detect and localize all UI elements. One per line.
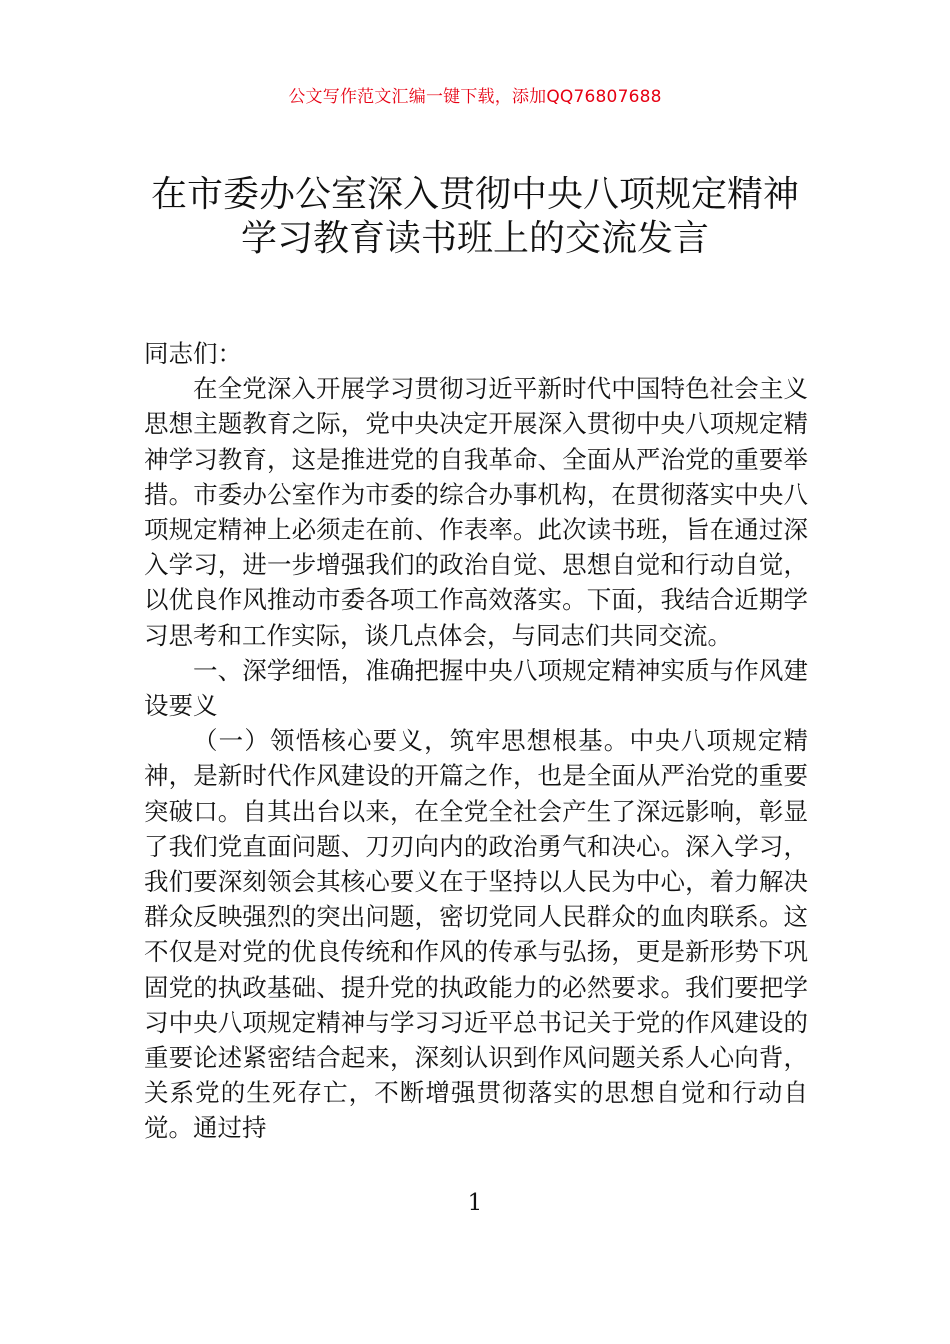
paragraph-intro: 在全党深入开展学习贯彻习近平新时代中国特色社会主义思想主题教育之际，党中央决定开展深入贯彻中央八项规定精神学习教育，这是推进党的自我革命、全面从严治党的重要举措。市委办公室作为市委的综合办事机构，在贯彻落实中央八项规定精神上必须走在前、作表率。此次读书班，旨在通过深入学习，进一步增强我们的政治自觉、思想自觉和行动自觉，以优良作风推动市委各项工作高效落实。下面，我结合近期学习思考和工作实际，谈几点体会，与同志们共同交流。 [144, 374, 808, 650]
salutation: 同志们： [144, 339, 242, 368]
paragraph-section-1-1: （一）领悟核心要义，筑牢思想根基。中央八项规定精神，是新时代作风建设的开篇之作，也是全面从严治党的重要突破口。自其出台以来，在全党全社会产生了深远影响，彰显了我们党直面问题、刀刃向内的政治勇气和决心。深入学习，我们要深刻领会其核心要义在于坚持以人民为中心，着力解决群众反映强烈的突出问题，密切党同人民群众的血肉联系。这不仅是对党的优良传统和作风的传承与弘扬，更是新形势下巩固党的执政基础、提升党的执政能力的必然要求。我们要把学习中央八项规定精神与学习习近平总书记关于党的作风建设的重要论述紧密结合起来，深刻认识到作风问题关系人心向背，关系党的生死存亡，不断增强贯彻落实的思想自觉和行动自觉。通过持 [144, 726, 808, 1143]
header-ad-text: 公文写作范文汇编一键下载，添加QQ76807688 [288, 87, 662, 107]
document-title-line-2: 学习教育读书班上的交流发言 [240, 218, 709, 259]
section-heading-1: 一、深学细悟，准确把握中央八项规定精神实质与作风建设要义 [144, 655, 808, 721]
document-body [144, 336, 808, 1146]
document-title-line-1: 在市委办公室深入贯彻中央八项规定精神 [150, 174, 799, 215]
page-number: 1 [467, 1190, 483, 1216]
